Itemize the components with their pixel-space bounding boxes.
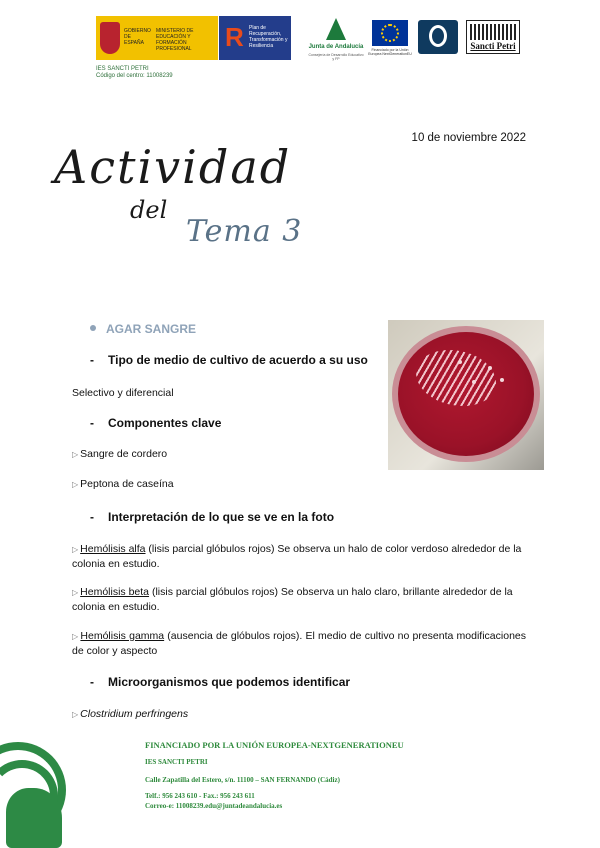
quality-q-icon — [429, 25, 447, 47]
junta-andalucia-logo — [308, 18, 364, 62]
recovery-plan-logo — [219, 16, 291, 60]
eu-stars-icon — [381, 24, 399, 42]
heading-photo-interpretation-text: Interpretación de lo que se ve en la foto — [108, 510, 335, 524]
section-title — [90, 322, 196, 336]
sancti-petri-logo — [466, 20, 520, 54]
heading-photo-interpretation: - Interpretación de lo que se ve en la foto — [90, 510, 335, 524]
triangle-bullet-icon: ▷ — [72, 632, 79, 641]
footer-funding: FINANCIADO POR LA UNIÓN EUROPEA-NEXTGENERATIONEU — [145, 740, 404, 750]
triangle-bullet-icon: ▷ — [72, 480, 79, 489]
triangle-bullet-icon: ▷ — [72, 588, 79, 597]
hemolysis-alpha-term: Hemólisis alfa — [80, 543, 146, 555]
hemolysis-beta-paragraph — [72, 585, 526, 614]
footer-phone: Telf.: 956 243 610 - Fax.: 956 243 611 — [145, 792, 255, 800]
coat-of-arms-icon — [100, 22, 120, 54]
hercules-figure-icon — [6, 788, 62, 848]
junta-mark-icon — [326, 18, 346, 40]
hemolysis-alpha-paragraph — [72, 542, 526, 571]
hemolysis-gamma-description: (ausencia de glóbulos rojos). El medio de cultivo no presenta modificaciones de color y aspecto — [72, 630, 526, 657]
junta-logo-subtext: Consejería de Desarrollo Educativo y FP — [308, 53, 364, 61]
microorganism-clostridium: Clostridium perfringens — [80, 708, 189, 720]
prtr-r-icon: R — [225, 22, 244, 52]
triangle-bullet-icon: ▷ — [72, 545, 79, 554]
hemolysis-gamma-term: Hemólisis gamma — [80, 630, 165, 642]
school-code-block — [96, 66, 173, 80]
title-of: del — [130, 196, 168, 224]
section-title-text: AGAR SANGRE — [106, 322, 197, 336]
triangle-bullet-icon: ▷ — [72, 450, 79, 459]
sancti-petri-logo-text: Sancti Petri — [470, 41, 516, 51]
footer-address: Calle Zapatilla del Estero, s/n. 11100 – SAN FERNANDO (Cádiz) — [145, 776, 340, 784]
quality-logo — [418, 20, 458, 54]
footer-email: Correo-e: 11008239.edu@juntadeandalucia.es — [145, 802, 283, 810]
building-icon — [470, 24, 516, 40]
school-name: IES SANCTI PETRI — [96, 66, 149, 72]
document-date: 10 de noviembre 2022 — [411, 132, 526, 144]
title-activity: Actividad — [54, 140, 292, 194]
hemolysis-beta-term: Hemólisis beta — [80, 586, 150, 598]
heading-medium-type-text: Tipo de medio de cultivo de acuerdo a su uso — [108, 353, 368, 367]
eu-flag-logo — [372, 20, 408, 46]
ministry-logo-text: MINISTERIO DE EDUCACIÓN Y FORMACIÓN PROFESIONAL — [156, 28, 194, 52]
component-sheep-blood: Sangre de cordero — [80, 448, 168, 460]
junta-andalucia-emblem — [0, 742, 78, 848]
junta-logo-text: Junta de Andalucía — [308, 44, 364, 50]
bullet-dot-icon — [90, 325, 96, 331]
hemolysis-gamma-paragraph — [72, 629, 526, 658]
heading-microorganisms-text: Microorganismos que podemos identificar — [108, 675, 351, 689]
gobierno-espana-logo — [96, 16, 218, 60]
list-item — [72, 477, 526, 492]
triangle-bullet-icon: ▷ — [72, 710, 79, 719]
heading-key-components: - Componentes clave — [90, 416, 222, 430]
footer-school: IES SANCTI PETRI — [145, 758, 208, 766]
hemolysis-alpha-description: (lisis parcial glóbulos rojos) Se observa un halo de color verdoso alrededor de la colonia en estudio. — [72, 543, 522, 570]
heading-microorganisms: - Microorganismos que podemos identificar — [90, 675, 351, 689]
heading-key-components-text: Componentes clave — [108, 416, 222, 430]
list-item — [72, 707, 526, 722]
heading-medium-type: - Tipo de medio de cultivo de acuerdo a su uso — [90, 353, 368, 367]
component-casein-peptone: Peptona de caseína — [80, 478, 174, 490]
gov-logo-text: GOBIERNO DE ESPAÑA — [124, 28, 151, 46]
title-topic: Tema 3 — [186, 214, 303, 249]
hemolysis-beta-description: (lisis parcial glóbulos rojos) Se observa un halo claro, brillante alrededor de la colonia en estudio. — [72, 586, 513, 613]
medium-type-text: Selectivo y diferencial — [72, 387, 174, 399]
prtr-logo-text: Plan de Recuperación, Transformación y Resiliencia — [249, 25, 288, 49]
list-item — [72, 447, 526, 462]
centre-code: Código del centro: 11008239 — [96, 73, 173, 79]
eu-caption: Financiado por la Unión Europea NextGenerationEU — [368, 48, 412, 56]
